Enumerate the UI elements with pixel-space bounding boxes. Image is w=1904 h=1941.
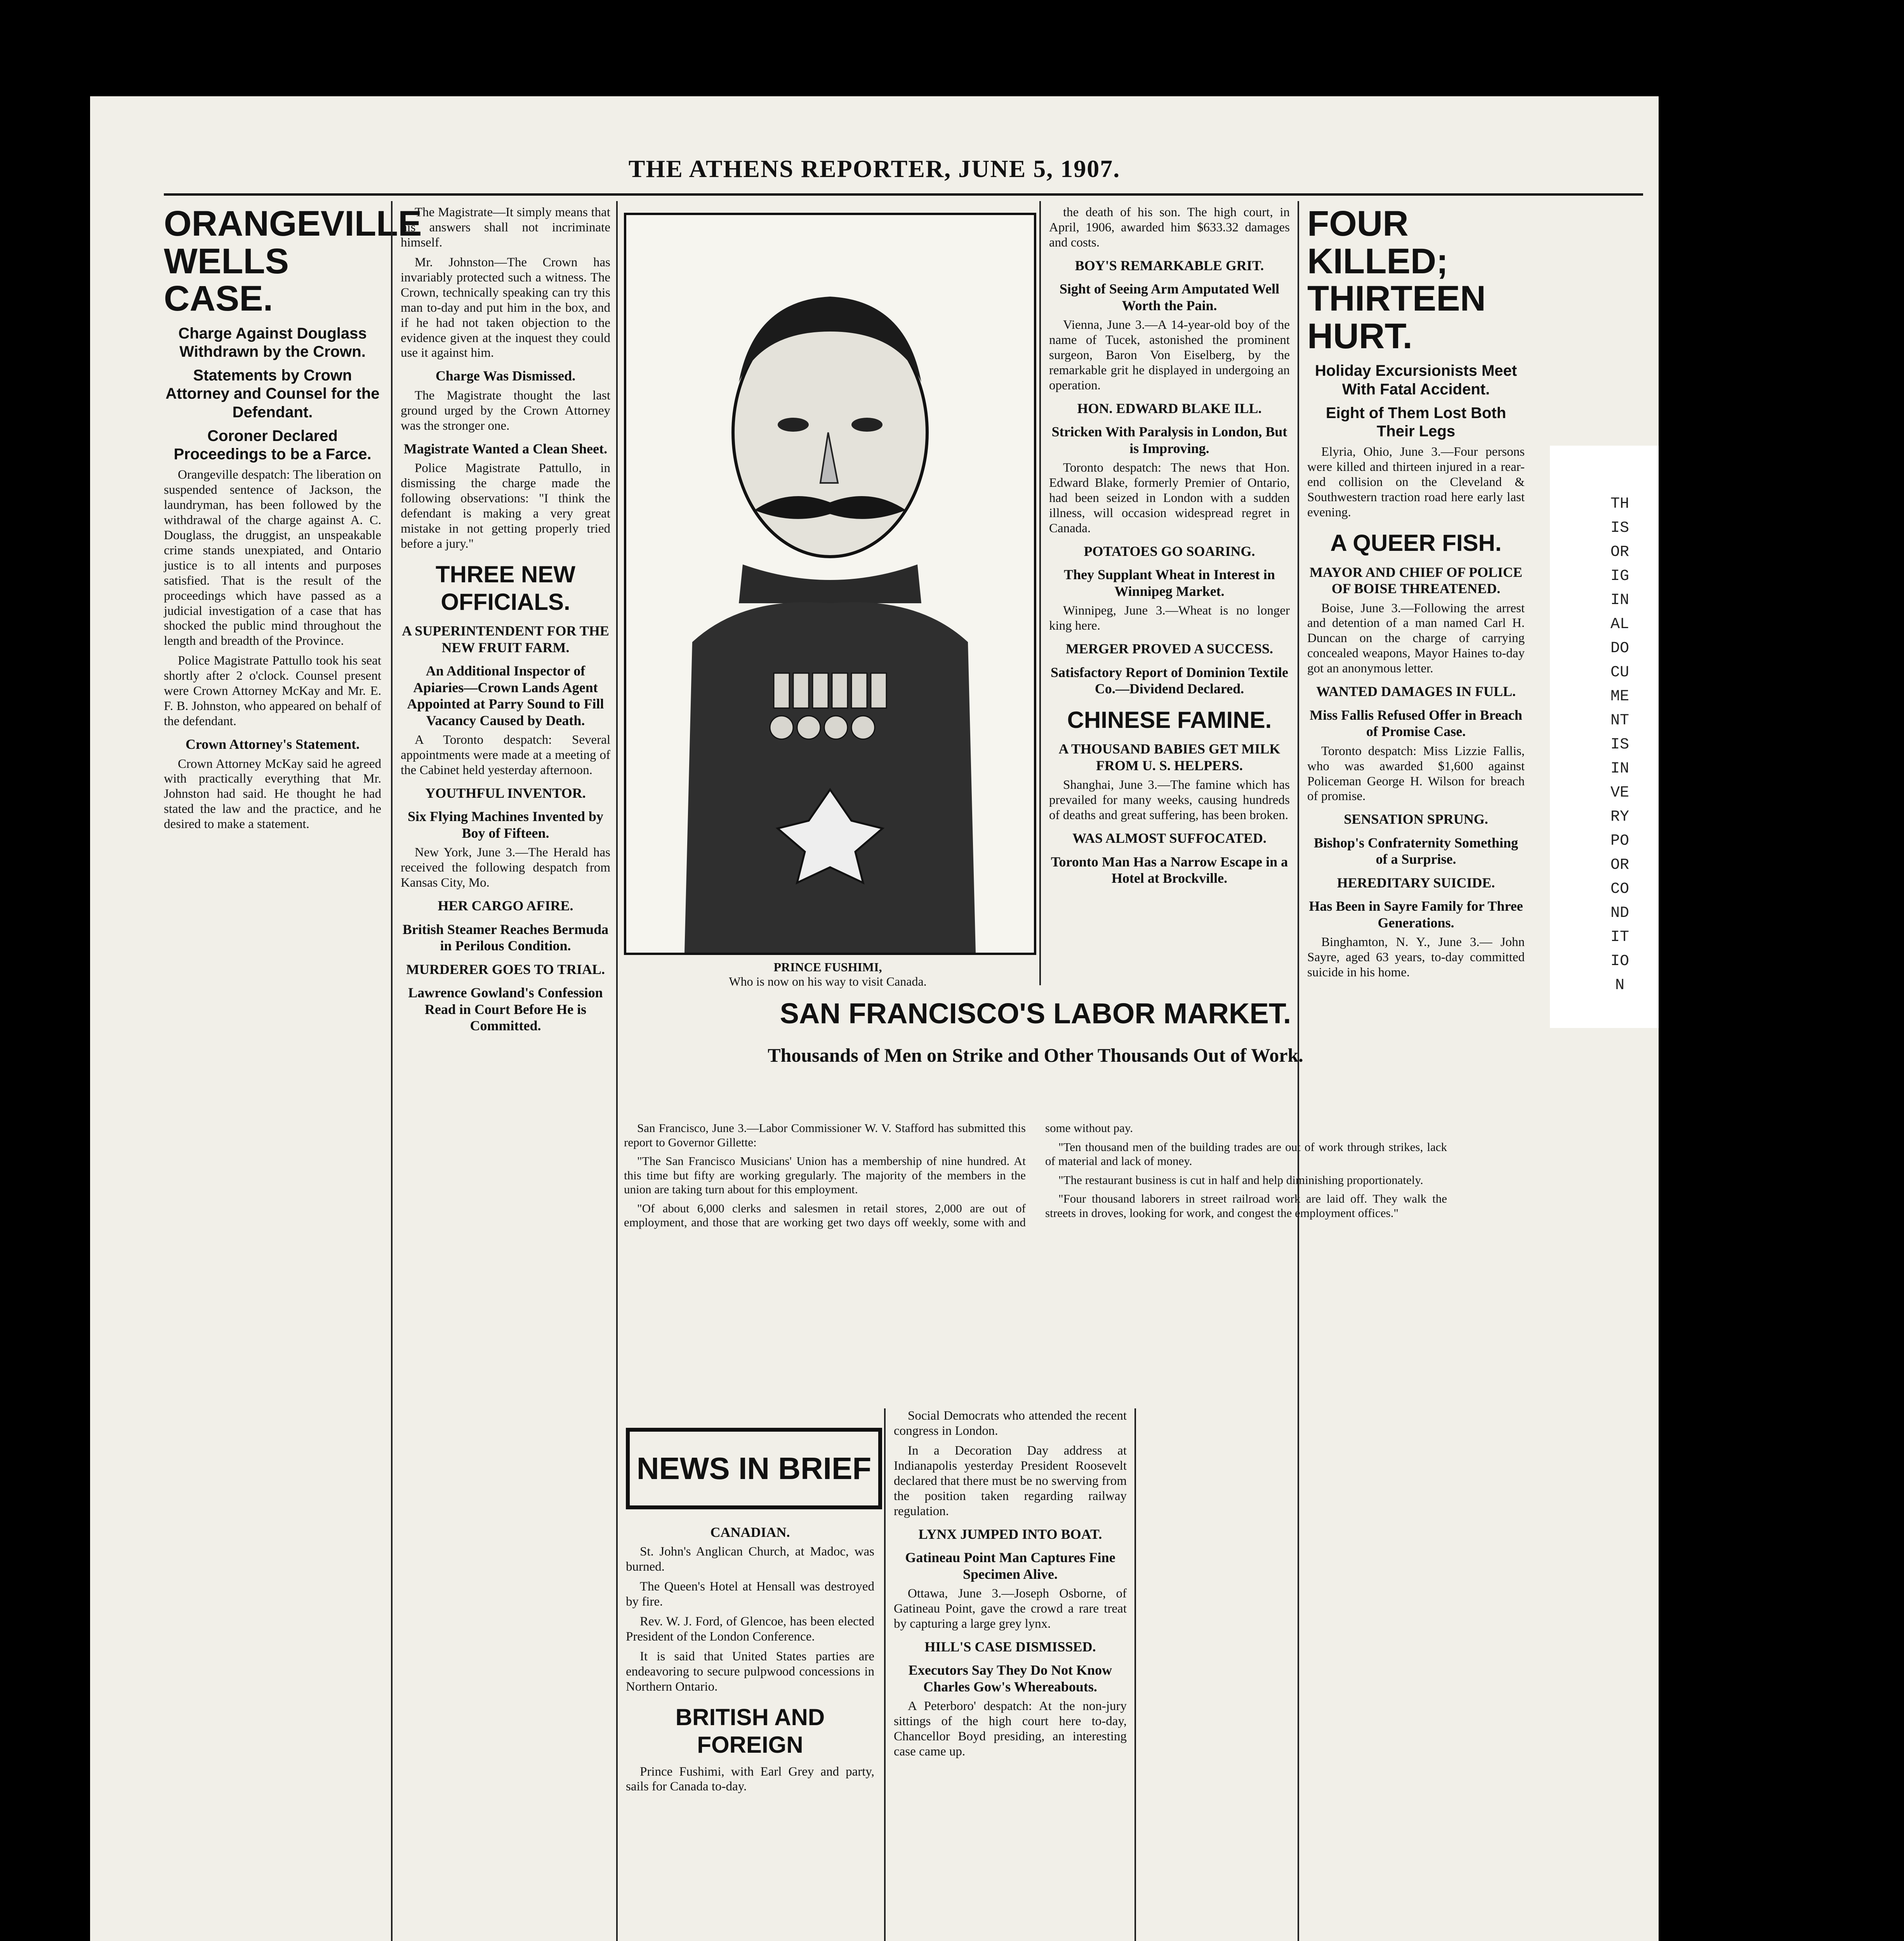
subhead: BOY'S REMARKABLE GRIT. <box>1075 257 1264 273</box>
article-paragraph: A Toronto despatch: Several appointments were made at a meeting of the Cabinet held yesterday afternoon. <box>401 733 610 778</box>
article-paragraph: Toronto despatch: The news that Hon. Edward Blake, formerly Premier of Ontario, had been seized in London with a sudden illness, will occasion widespread regret in Canada. <box>1049 461 1290 536</box>
article-paragraph: Social Democrats who attended the recent congress in London. <box>894 1409 1127 1438</box>
deck: Six Flying Machines Invented by Boy of Fifteen. <box>407 809 604 841</box>
article-paragraph: In a Decoration Day address at Indianapolis yesterday President Roosevelt declared that there must be no swerving from the position taken regarding railway regulation. <box>894 1443 1127 1518</box>
deck: A THOUSAND BABIES GET MILK FROM U. S. HELPERS. <box>1058 741 1280 773</box>
deck: An Additional Inspector of Apiaries—Crown Lands Agent Appointed at Parry Sound to Fill Vacancy Caused by Death. <box>407 663 604 728</box>
deck: MAYOR AND CHIEF OF POLICE OF BOISE THREATENED. <box>1309 564 1523 597</box>
caption-text: Who is now on his way to visit Canada. <box>729 974 927 988</box>
brief-item: Prince Fushimi, with Earl Grey and party, sails for Canada to-day. <box>626 1764 874 1794</box>
column-divider <box>1298 201 1299 1941</box>
masthead-rule <box>164 193 1643 196</box>
deck-3: Coroner Declared Proceedings to be a Farce. <box>174 427 372 463</box>
brief-item: It is said that United States parties are endeavoring to secure pulpwood concessions in Northern Ontario. <box>626 1649 874 1694</box>
subhead: MERGER PROVED A SUCCESS. <box>1065 641 1273 657</box>
brief-item: St. John's Anglican Church, at Madoc, was burned. <box>626 1545 874 1574</box>
column-6 <box>1307 205 1525 1941</box>
article-paragraph: Vienna, June 3.—A 14-year-old boy of the name of Tucek, astonished the prominent surgeon, Baron Von Eiselberg, by the remarkable grit he displayed in undergoing an operation. <box>1049 318 1290 392</box>
deck: Bishop's Confraternity Something of a Surprise. <box>1313 835 1518 867</box>
subhead: HER CARGO AFIRE. <box>438 898 573 914</box>
article-paragraph: Binghamton, N. Y., June 3.— John Sayre, aged 63 years, to-day committed suicide in his home. <box>1307 935 1525 980</box>
deck: Toronto Man Has a Narrow Escape in a Hotel at Brockville. <box>1051 854 1288 886</box>
article-paragraph: San Francisco, June 3.—Labor Commissioner W. V. Stafford has submitted this report to Governor Gillette: <box>624 1121 1026 1149</box>
deck: British Steamer Reaches Bermuda in Perilous Condition. <box>402 921 609 954</box>
deck: They Supplant Wheat in Interest in Winnipeg Market. <box>1064 567 1275 599</box>
deck: Gatineau Point Man Captures Fine Specimen Alive. <box>905 1550 1115 1582</box>
deck: Executors Say They Do Not Know Charles Gow's Whereabouts. <box>908 1662 1112 1694</box>
subhead: YOUTHFUL INVENTOR. <box>425 785 586 801</box>
deck: Sight of Seeing Arm Amputated Well Worth the Pain. <box>1059 281 1280 313</box>
portrait-prince-fushimi <box>624 213 1036 955</box>
column-divider <box>391 201 393 1941</box>
newspaper-page <box>90 96 1659 1941</box>
subhead: HEREDITARY SUICIDE. <box>1337 875 1495 891</box>
brief-item: The Queen's Hotel at Hensall was destroyed by fire. <box>626 1580 874 1609</box>
article-paragraph: The Magistrate—It simply means that his answers shall not incriminate himself. <box>401 205 610 250</box>
subhead: HON. EDWARD BLAKE ILL. <box>1077 400 1262 416</box>
condition-notice-slip <box>1550 446 1659 1028</box>
deck-2: Statements by Crown Attorney and Counsel for the Defendant. <box>165 367 380 421</box>
column-5 <box>1049 205 1290 1941</box>
subhead: WAS ALMOST SUFFOCATED. <box>1072 830 1266 846</box>
article-paragraph: New York, June 3.—The Herald has received the following despatch from Kansas City, Mo. <box>401 845 610 890</box>
column-divider <box>1039 201 1041 985</box>
column-divider <box>884 1408 886 1941</box>
portrait-engraving <box>626 215 1034 953</box>
article-paragraph: Shanghai, June 3.—The famine which has prevailed for many weeks, causing hundreds of deaths and great suffering, has been broken. <box>1049 778 1290 823</box>
deck-san-francisco: Thousands of Men on Strike and Other Thousands Out of Work. <box>768 1044 1303 1066</box>
headline-orangeville: ORANGEVILLE WELLS CASE. <box>164 204 422 319</box>
subhead: CANADIAN. <box>710 1524 790 1540</box>
subhead: Magistrate Wanted a Clean Sheet. <box>403 441 608 457</box>
article-paragraph: Police Magistrate Pattullo, in dismissing the charge made the following observations: "I think the defendant is making a very great mistake in not getting properly tried before a jury." <box>401 461 610 551</box>
deck: Miss Fallis Refused Offer in Breach of Promise Case. <box>1310 707 1522 740</box>
subhead: Charge Was Dismissed. <box>435 368 576 384</box>
subhead: HILL'S CASE DISMISSED. <box>924 1639 1096 1655</box>
article-paragraph: "The restaurant business is cut in half and help diminishing proportionately. <box>1058 1173 1423 1187</box>
article-paragraph: Police Magistrate Pattullo took his seat shortly after 2 o'clock. Counsel present were Crown Attorney McKay and Mr. E. F. B. Johnston, who appeared on behalf of the defendant. <box>164 654 381 729</box>
deck: Holiday Excursionists Meet With Fatal Accident. <box>1315 362 1517 398</box>
subhead: Crown Attorney's Statement. <box>185 736 360 752</box>
caption-name: PRINCE FUSHIMI, <box>773 960 882 974</box>
condition-notice: THIS ORIGINAL DOCUMENT IS IN VERY POOR CONDITION <box>1610 495 1629 994</box>
column-2 <box>401 205 610 1941</box>
article-paragraph: "The San Francisco Musicians' Union has a membership of nine hundred. At this time but fifty are working gregularly. The majority of the members in the union are taking turn about for this employment. <box>624 1154 1026 1196</box>
deck: A SUPERINTENDENT FOR THE NEW FRUIT FARM. <box>402 623 609 655</box>
subhead: LYNX JUMPED INTO BOAT. <box>918 1526 1102 1542</box>
article-paragraph: Mr. Johnston—The Crown has invariably protected such a witness. The Crown, technically speaking can try this man to-day and put him in the box, and if he had not taken objection to the evidence given at the inquest they could use it against him. <box>401 255 610 360</box>
deck: Has Been in Sayre Family for Three Generations. <box>1309 898 1523 931</box>
deck: Satisfactory Report of Dominion Textile Co.—Dividend Declared. <box>1051 664 1288 697</box>
masthead: THE ATHENS REPORTER, JUNE 5, 1907. <box>628 155 1121 182</box>
deck: Eight of Them Lost Both Their Legs <box>1326 404 1506 440</box>
subhead: POTATOES GO SOARING. <box>1084 543 1255 559</box>
article-paragraph: Elyria, Ohio, June 3.—Four persons were killed and thirteen injured in a rear-end collision on the Cleveland & Southwestern traction road here early last evening. <box>1307 445 1525 519</box>
article-paragraph: Boise, June 3.—Following the arrest and detention of a man named Carl H. Duncan on the charge of carrying concealed weapons, Mayor Haines to-day got an anonymous letter. <box>1307 601 1525 676</box>
headline-british-foreign: BRITISH AND FOREIGN <box>675 1704 825 1758</box>
deck-1: Charge Against Douglass Withdrawn by the Crown. <box>178 325 367 360</box>
article-paragraph: "Ten thousand men of the building trades are out of work through strikes, lack of material and lack of money. <box>1045 1140 1447 1168</box>
portrait-caption <box>624 960 1032 989</box>
article-paragraph: Winnipeg, June 3.—Wheat is no longer king here. <box>1049 604 1290 633</box>
article-paragraph: Ottawa, June 3.—Joseph Osborne, of Gatineau Point, gave the crowd a rare treat by capturing a large grey lynx. <box>894 1586 1127 1631</box>
article-paragraph: Crown Attorney McKay said he agreed with practically everything that Mr. Johnston had said. He thought he had stated the law and the practice, and he desired to make a statement. <box>164 757 381 832</box>
subhead: SENSATION SPRUNG. <box>1344 811 1488 827</box>
article-paragraph: "Of about 6,000 clerks and salesmen in retail stores, 2,000 are out of employment, and those that are working get two days off weekly, some with and some without pay. <box>624 1121 1133 1229</box>
article-paragraph: Toronto despatch: Miss Lizzie Fallis, who was awarded $1,600 against Policeman George H. Wilson for breach of promise. <box>1307 744 1525 804</box>
deck: Stricken With Paralysis in London, But is Improving. <box>1051 424 1287 456</box>
column-3-lower <box>626 1517 874 1941</box>
headline-three-officials: THREE NEW OFFICIALS. <box>436 561 575 615</box>
headline-chinese-famine: CHINESE FAMINE. <box>1067 707 1272 733</box>
headline-san-francisco: SAN FRANCISCO'S LABOR MARKET. <box>780 997 1291 1030</box>
article-paragraph: the death of his son. The high court, in April, 1906, awarded him $633.32 damages and costs. <box>1049 205 1290 250</box>
headline-queer-fish: A QUEER FISH. <box>1330 530 1502 556</box>
article-paragraph: A Peterboro' despatch: At the non-jury sittings of the high court here to-day, Chancellor Boyd presiding, an interesting case came up. <box>894 1699 1127 1759</box>
subhead: WANTED DAMAGES IN FULL. <box>1316 684 1516 700</box>
brief-item: Rev. W. J. Ford, of Glencoe, has been elected President of the London Conference. <box>626 1615 874 1644</box>
article-paragraph: The Magistrate thought the last ground urged by the Crown Attorney was the stronger one. <box>401 388 610 433</box>
subhead: MURDERER GOES TO TRIAL. <box>406 961 605 977</box>
article-paragraph: Orangeville despatch: The liberation on suspended sentence of Jackson, the laundryman, has been followed by the withdrawal of the charge against A. C. Douglass, the druggist, an unspeakable crime stands unexpiated, and Ontario justice is to all intents and purposes satisfied. That is the result of the proceedings which have passed as a judicial investigation of a case that has shocked the public mind throughout the length and breadth of the Province. <box>164 468 381 648</box>
news-in-brief-box: NEWS IN BRIEF <box>626 1428 882 1509</box>
column-1 <box>164 204 422 1941</box>
article-paragraph: "Four thousand laborers in street railroad work are laid off. They walk the streets in droves, looking for work, and congest the employment offices." <box>1045 1192 1447 1220</box>
column-divider <box>616 201 618 1941</box>
deck: Lawrence Gowland's Confession Read in Court Before He is Committed. <box>408 985 603 1033</box>
headline-four-killed: FOUR KILLED; THIRTEEN HURT. <box>1307 204 1486 356</box>
